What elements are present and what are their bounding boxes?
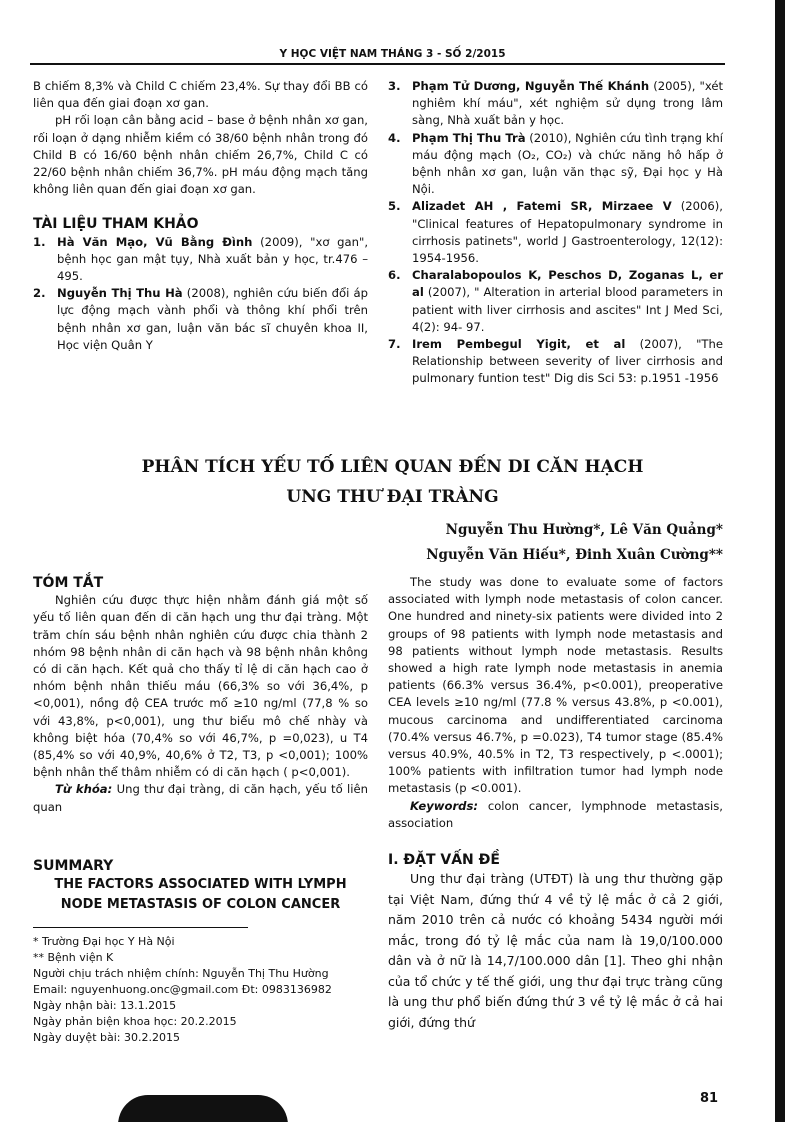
reference-authors: Irem Pembegul Yigit, et al	[412, 337, 626, 352]
footnote: Ngày nhận bài: 13.1.2015	[33, 999, 177, 1013]
footnote: Ngày phản biện khoa học: 20.2.2015	[33, 1015, 237, 1029]
running-header: Y HỌC VIỆT NAM THÁNG 3 - SỐ 2/2015	[279, 48, 506, 60]
authors-line: Nguyễn Văn Hiếu*, Đinh Xuân Cường**	[426, 547, 723, 563]
summary-heading: SUMMARY	[33, 858, 114, 874]
footnote: ** Bệnh viện K	[33, 951, 114, 965]
reference-details: (2005), "xét nghiêm khí máu", xét nghiệm sử dụng trong lâm sàng, Nhà xuất bản y học.	[412, 79, 724, 128]
tomtat-heading: TÓM TẮT	[33, 575, 104, 591]
reference-number: 2.	[33, 286, 46, 301]
reference-authors: Alizadet AH , Fatemi SR, Mirzaee V	[412, 199, 672, 214]
footnote-rule	[33, 927, 248, 928]
keywords-label: Keywords:	[410, 798, 478, 813]
abstract-text: The study was done to evaluate some of factors associated with lymph node metastasis of colon cancer. One hundred and ninety-six patients were divided into 2 groups of 98 patients with lymph node metastasis and 98 patients without lymph node metastasis. Results showed a high rate lymph node metastasis in anemia patients (66.3% versus 36.4%, p<0.001), preoperative CEA levels ≥10 ng/ml (77.8 % versus 43.8%, p <0.001), mucous carcinoma and undifferentiated carcinoma (70.4% versus 46.7%, p =0.023), T4 tumor stage (85.4% versus 40.9%, 40.5% in T2, T3 respectively, p <.0001); 100% patients with infiltration tumor had lymph node metastasis (p <0.001).	[388, 575, 723, 796]
vietnamese-abstract	[33, 575, 368, 816]
reference-item	[388, 336, 723, 388]
reference-authors: Hà Văn Mạo, Vũ Bằng Đình	[57, 234, 253, 249]
reference-text	[412, 336, 723, 388]
reference-number: 5.	[388, 199, 401, 214]
page-number: 81	[700, 1091, 719, 1106]
prev-article-left	[33, 78, 368, 354]
reference-text	[412, 267, 723, 336]
english-abstract	[388, 574, 723, 1033]
reference-number: 3.	[388, 79, 401, 93]
reference-details: (2008), nghiên cứu biến đổi áp lực động mạch vành phổi và thông khí phổi trên bệnh nhân xơ gan, luận văn bác sĩ chuyên khoa II, Học viện Quân Y	[57, 286, 368, 352]
keywords-text: colon cancer, lymphnode metastasis, association	[388, 798, 723, 830]
reference-item	[388, 130, 723, 199]
title-line: UNG THƯ ĐẠI TRÀNG	[286, 487, 499, 507]
reference-number: 4.	[388, 130, 401, 145]
intro-heading: I. ĐẶT VẤN ĐỀ	[388, 852, 500, 869]
keywords-text: Ung thư đại tràng, di căn hạch, yếu tố liên quan	[33, 782, 368, 814]
reference-details: (2007), "The Relationship between severity of liver cirrhosis and pulmonary funtion test" Dig dis Sci 53: p.1951 -1956	[412, 337, 723, 386]
reference-item	[388, 198, 723, 267]
authors	[426, 518, 723, 568]
paragraph: B chiếm 8,3% và Child C chiếm 23,4%. Sự thay đổi BB có liên qua đến giai đoạn xơ gan.	[33, 79, 368, 111]
reference-authors: Nguyễn Thị Thu Hà	[57, 286, 183, 301]
authors-line: Nguyễn Thu Hường*, Lê Văn Quảng*	[445, 522, 723, 538]
scan-edge	[775, 0, 785, 1122]
reference-item	[33, 234, 368, 286]
summary-title: THE FACTORS ASSOCIATED WITH LYMPH NODE METASTASIS OF COLON CANCER	[54, 877, 347, 913]
reference-authors: Phạm Tử Dương, Nguyễn Thế Khánh	[412, 79, 650, 93]
footer-decoration	[118, 1095, 288, 1122]
reference-authors: Charalabopoulos K, Peschos D, Zoganas L, er al	[412, 268, 723, 300]
reference-text	[412, 130, 723, 199]
reference-text	[412, 78, 723, 130]
reference-details: (2010), Nghiên cứu tình trạng khí máu động mạch (O₂, CO₂) và chức năng hô hấp ở bệnh nhân xơ gan, luận văn thạc sỹ, Đại học y Hà Nội.	[412, 130, 724, 197]
prev-article-right	[388, 78, 723, 388]
paragraph: pH rối loạn cân bằng acid – base ở bệnh nhân xơ gan, rối loạn ở dạng nhiễm kiềm có 38/60 bệnh nhân trong đó Child B có 16/60 bệnh nhân chiếm 26,7%, Child C có 22/60 bệnh nhân chiếm 36,7%. pH máu động mạch tăng không liên quan đến giai đoạn xơ gan.	[33, 113, 368, 197]
reference-text	[57, 234, 368, 286]
footnote: Ngày duyệt bài: 30.2.2015	[33, 1031, 180, 1045]
tomtat-text: Nghiên cứu được thực hiện nhằm đánh giá một số yếu tố liên quan đến di căn hạch ung thư đại tràng. Một trăm chín sáu bệnh nhân nghiên cứu được chia thành 2 nhóm 98 bệnh nhân di căn hạch và 98 bệnh nhân không có di căn hạch. Kết quả cho thấy tỉ lệ di căn hạch cao ở nhóm bệnh nhân thiếu máu (66,3% so với 36,4%, p <0,001), nồng độ CEA trước mổ ≥10 ng/ml (77,8 % so với 43,8%, p<0,001), ung thư biểu mô chế nhày và không biệt hóa (70,4% so với 46,7%, p =0,023), u T4 (85,4% so với 40,9%, 40,6% ở T2, T3, p <0,001); 100% bệnh nhân thể thâm nhiễm có di căn hạch ( p<0,001).	[33, 593, 368, 780]
article-title	[0, 452, 785, 512]
reference-details: (2009), "xơ gan", bệnh học gan mật tụy, Nhà xuất bản y học, tr.476 – 495.	[57, 234, 369, 284]
reference-text	[57, 285, 368, 354]
reference-item	[33, 285, 368, 354]
reference-details: (2007), " Alteration in arterial blood parameters in patient with liver cirrhosis and ascites" Int J Med Sci, 4(2): 94- 97.	[412, 285, 723, 334]
keywords-label: Từ khóa:	[55, 782, 113, 797]
reference-number: 7.	[388, 337, 401, 352]
reference-text	[412, 198, 723, 267]
title-line: PHÂN TÍCH YẾU TỐ LIÊN QUAN ĐẾN DI CĂN HẠCH	[141, 457, 644, 477]
intro-text: Ung thư đại tràng (UTĐT) là ung thư thường gặp tại Việt Nam, đứng thứ 4 về tỷ lệ mắc ở cả 2 giới, năm 2010 trên cả nước có khoảng 5434 người mới mắc, trong đó tỷ lệ mắc của nam là 19,0/100.000 dân và ở nữ là 14,7/100.000 dân [1]. Theo ghi nhận của tổ chức y tế thế giới, ung thư đại trực tràng cũng là ung thư phổ biến đứng thứ 3 về tỷ lệ mắc ở cả hai giới, đứng thứ	[388, 871, 723, 1030]
footnote: * Trường Đại học Y Hà Nội	[33, 935, 175, 949]
reference-number: 1.	[33, 234, 46, 249]
reference-details: (2006), "Clinical features of Hepatopulmonary syndrome in cirrhosis patinets", world J Gastroenterology, 12(12): 1954-1956.	[412, 199, 723, 266]
reference-number: 6.	[388, 268, 401, 283]
footnote: Người chịu trách nhiệm chính: Nguyễn Thị Thu Hường	[33, 967, 329, 981]
reference-item	[388, 78, 723, 130]
summary-block	[33, 858, 368, 1046]
references-heading: TÀI LIỆU THAM KHẢO	[33, 216, 199, 233]
reference-item	[388, 267, 723, 336]
header-rule	[30, 63, 725, 65]
reference-authors: Phạm Thị Thu Trà	[412, 130, 526, 145]
footnote: Email: nguyenhuong.onc@gmail.com Đt: 0983136982	[33, 983, 332, 997]
